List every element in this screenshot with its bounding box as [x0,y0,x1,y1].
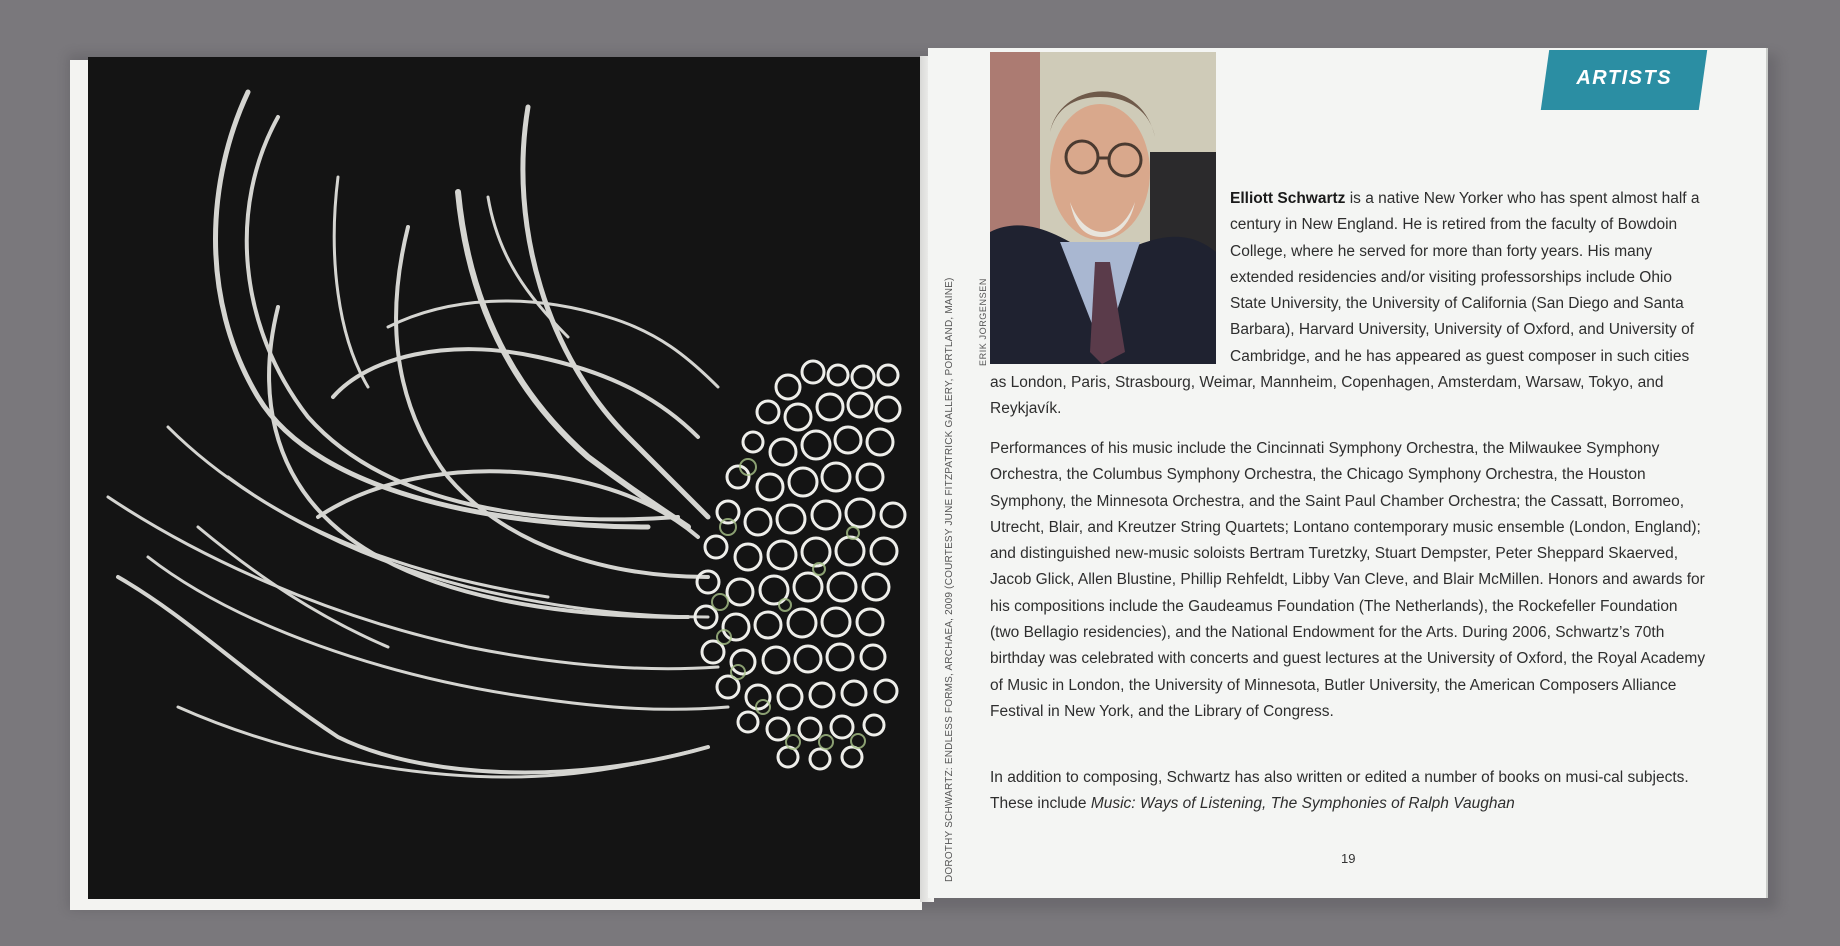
bio-paragraph-2: Performances of his music include the Cincinnati Symphony Orchestra, the Milwaukee Symphony Orchestra, the Columbus Symphony Orchestra, the Chicago Symphony Orchestra, the Houston Symphony, the Minnesota Orchestra, and the Saint Paul Chamber Orchestra; the Cassatt, Borromeo, Utrecht, Blair, and Kreutzer String Quartets; Lontano contemporary music ensemble (London, England); and distinguished new-music soloists Bertram Turetzky, Stuart Dempster, Peter Sheppard Skaerved, Jacob Glick, Allen Blustine, Phillip Rehfeldt, Libby Van Cleve, and Blair McMillen. Honors and awards for his compositions include the Gaudeamus Foundation (The Netherlands), the Rockefeller Foundation (two Bellagio residencies), and the National Endowment for the Arts. During 2006, Schwartz’s 70th birthday was celebrated with concerts and guest lectures at the University of Oxford, the Royal Academy of Music in London, the University of Minnesota, Butler University, the American Composers Alliance Festival in New York, and the Library of Congress. [990,440,1706,720]
artist-name: Elliott Schwartz [1230,190,1346,207]
bio-paragraph-3 [990,765,1710,818]
book-titles: Music: Ways of Listening, The Symphonies of Ralph Vaughan [1090,795,1515,813]
section-tab [1541,50,1707,110]
artwork-image [88,57,920,899]
photo-credit: ERIK JORGENSEN [978,278,988,366]
bio-paragraph-1-text: is a native New Yorker who has spent almost half a century in New England. He is retired from the faculty of Bowdoin College, where he served for more than forty years. His many extended residencies and/or visiting professorships include Ohio State University, the University of California (San Diego and Santa Barbara), Harvard University, University of Oxford, and University of Cambridge, and he has appeared as guest composer in such cities as London, Paris, Strasbourg, Weimar, Mannheim, Copenhagen, Amsterdam, Warsaw, Tokyo, and Reykjavík. [990,190,1700,418]
section-tab-label: ARTISTS [1576,67,1673,89]
page-number: 19 [1341,851,1356,866]
bio-paragraph-3-text: In addition to composing, Schwartz has also written or edited a number of books on musi-cal subjects. These include [990,769,1689,813]
portrait-wrap-space [990,186,1230,368]
artwork-credit: DOROTHY SCHWARTZ: ENDLESS FORMS, ARCHAEA, 2009 (COURTESY JUNE FITZPATRICK GALLERY, PORTLAND, MAINE) [944,277,955,882]
artwork-drawing [88,57,920,899]
bio-paragraph-1 [990,186,1705,423]
